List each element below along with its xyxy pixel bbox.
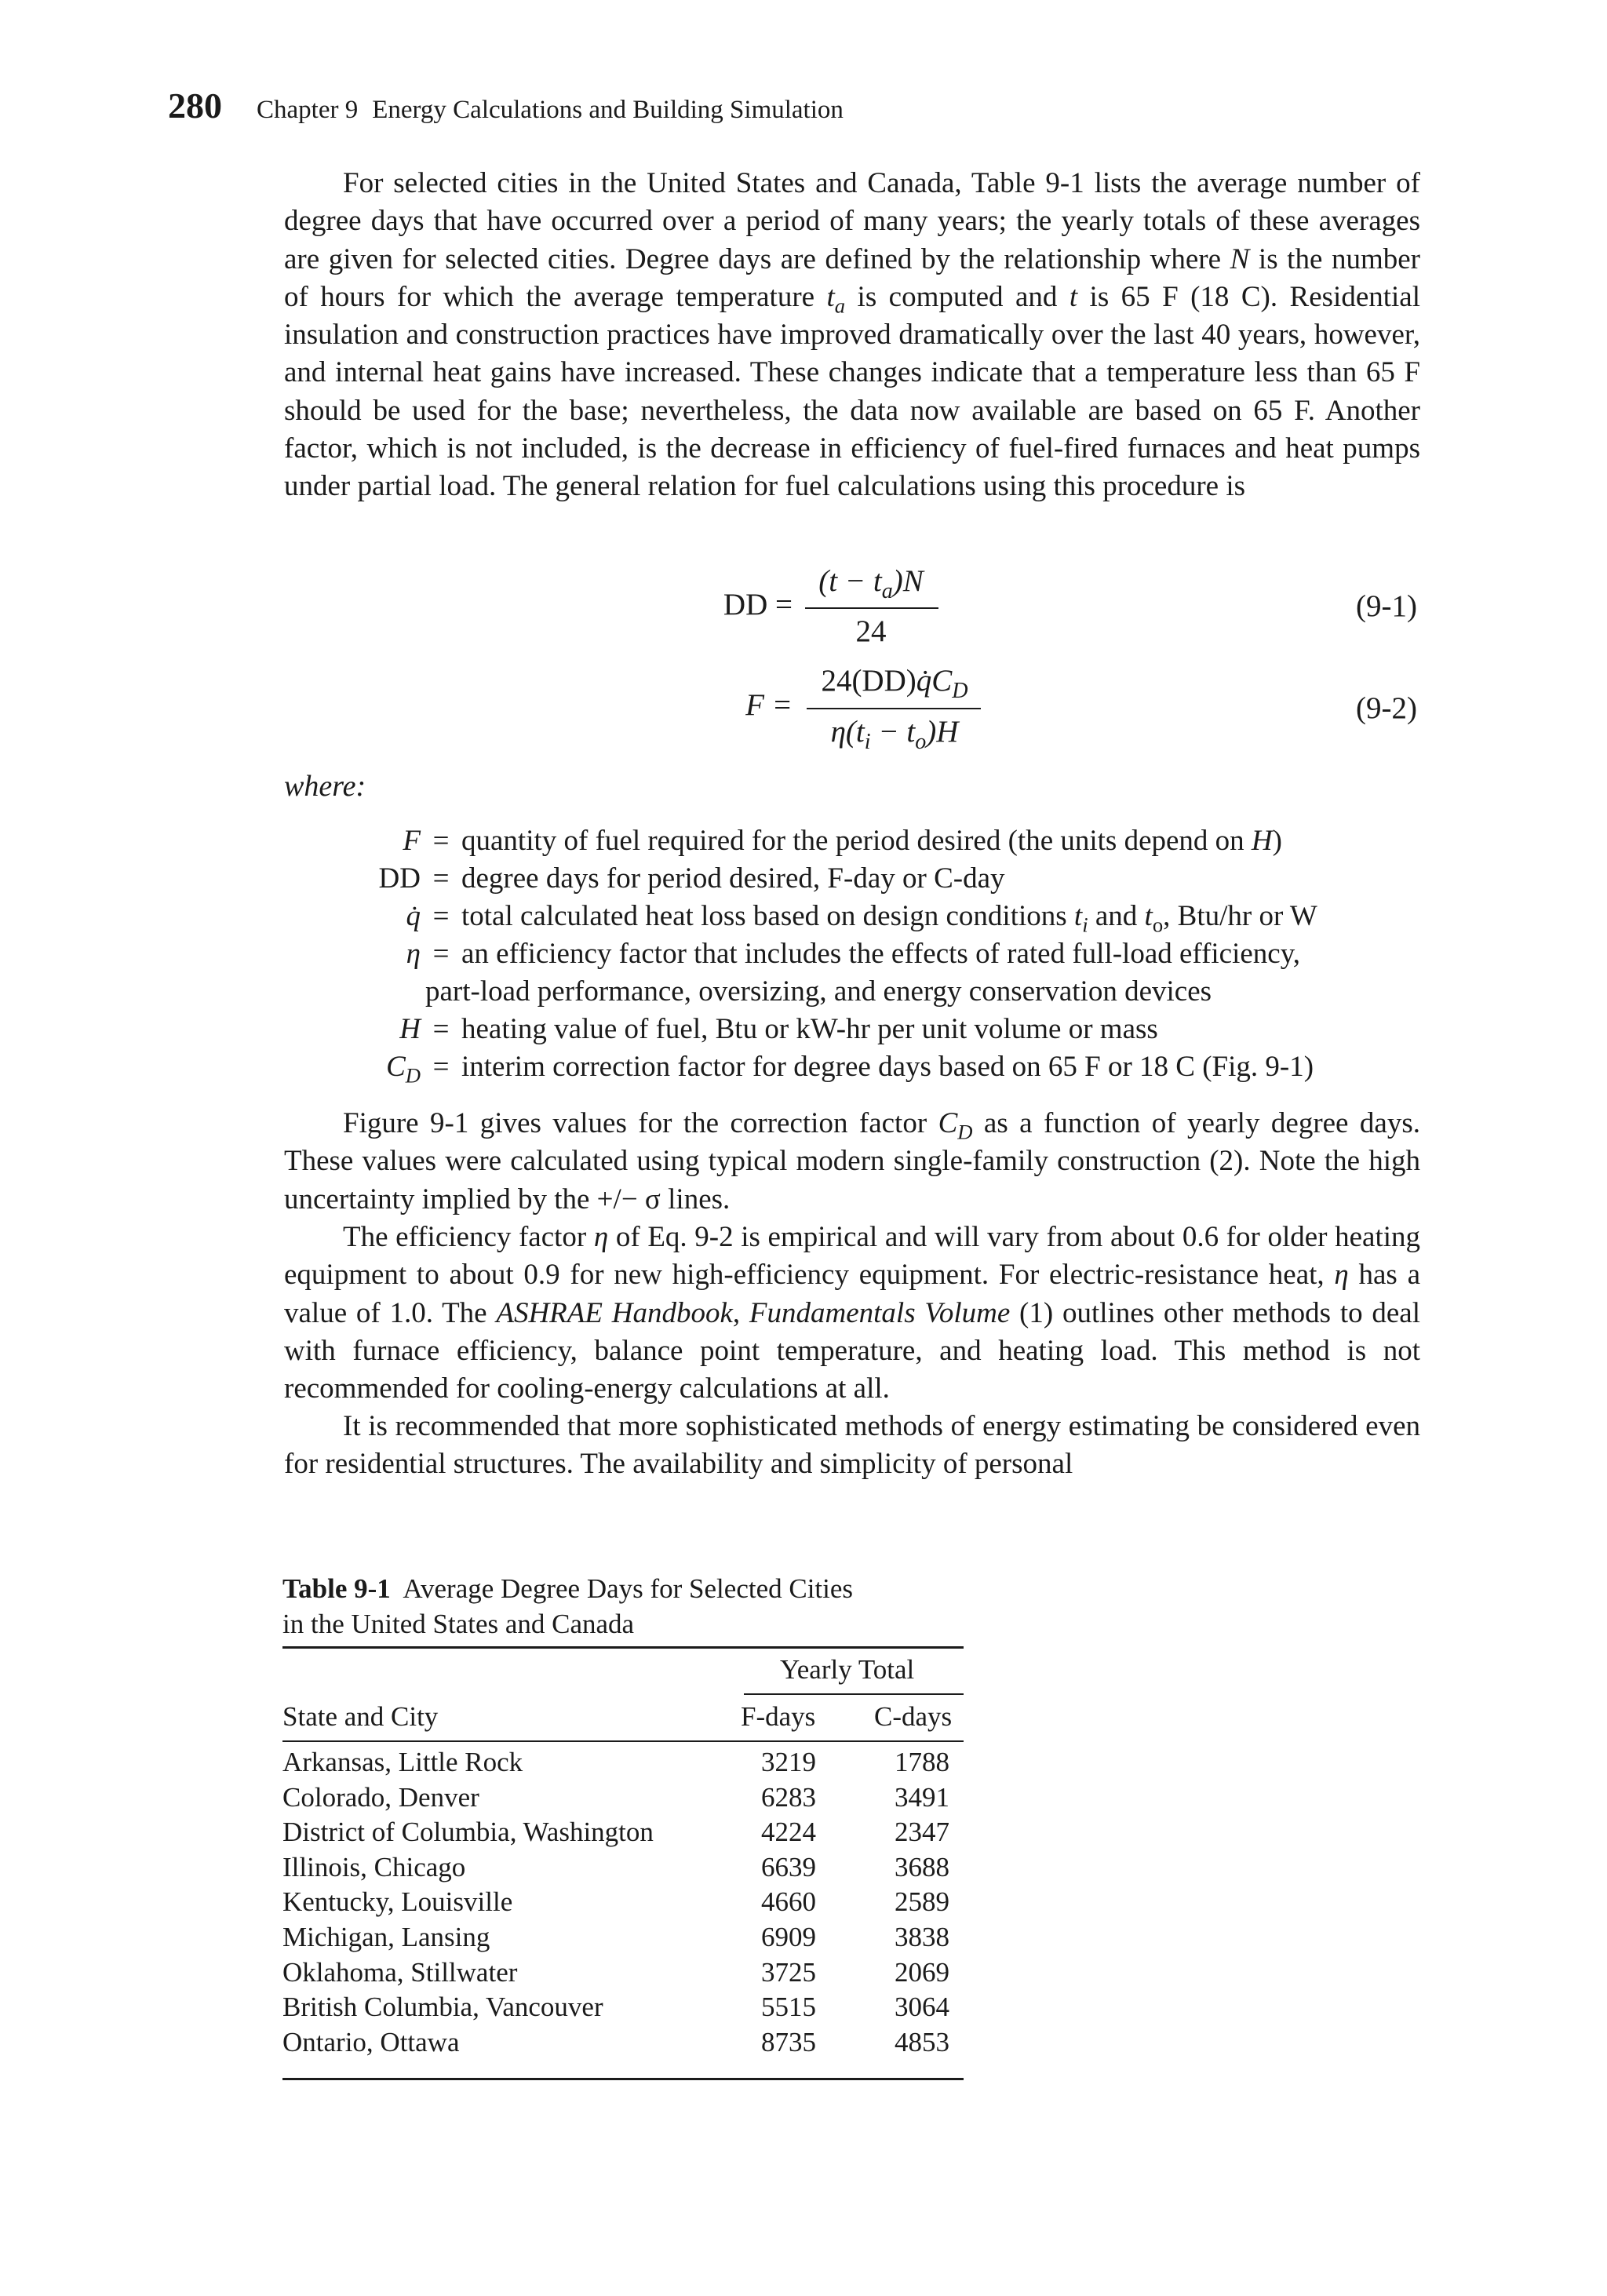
table-group-rule	[744, 1693, 964, 1695]
table-cell-city: Arkansas, Little Rock	[282, 1747, 523, 1777]
table-cell-c-days: 3491	[895, 1781, 949, 1813]
table-cell-c-days: 3688	[895, 1851, 949, 1882]
table-cell-city: District of Columbia, Washington	[282, 1817, 654, 1848]
chapter-title: Energy Calculations and Building Simulation	[372, 96, 844, 124]
table-cell-c-days: 2069	[895, 1956, 949, 1988]
table-header-rule	[282, 1740, 964, 1742]
table-cell-f-days: 6909	[761, 1922, 816, 1952]
table-cell-f-days: 6283	[761, 1781, 816, 1813]
running-head	[168, 85, 844, 126]
definition-DD: DD = degree days for period desired, F-day or C-day	[378, 862, 1005, 895]
table-cell-city: Ontario, Ottawa	[282, 2026, 460, 2057]
table-cell-f-days: 4224	[761, 1817, 816, 1848]
table-cell-c-days: 3838	[895, 1922, 949, 1952]
definition-eta: η = an efficiency factor that includes the effects of rated full-load efficiency,	[406, 938, 1301, 970]
table-cell-city: Kentucky, Louisville	[282, 1886, 513, 1918]
table-cell-f-days: 3725	[761, 1956, 816, 1988]
table-cell-f-days: 5515	[761, 1992, 816, 2023]
table-cell-f-days: 8735	[761, 2026, 816, 2057]
page-number: 280	[168, 86, 222, 126]
table-header-f-days: F-days	[741, 1701, 816, 1732]
equation-9-2-number: (9-2)	[1356, 691, 1417, 725]
equation-9-2-numerator: $24(DD)q̇C_D$	[821, 664, 968, 703]
fraction-bar	[807, 708, 981, 709]
table-cell-city: Michigan, Lansing	[282, 1922, 490, 1952]
table-cell-city: Oklahoma, Stillwater	[282, 1956, 518, 1988]
table-cell-c-days: 2347	[895, 1817, 949, 1848]
table-cell-f-days: 6639	[761, 1851, 816, 1882]
table-cell-city: Illinois, Chicago	[282, 1851, 466, 1882]
table-cell-c-days: 2589	[895, 1886, 949, 1918]
chapter-label: Chapter 9	[257, 96, 359, 124]
definition-H: H = heating value of fuel, Btu or kW-hr per unit volume or mass	[399, 1013, 1158, 1045]
table-cell-c-days: 1788	[895, 1747, 949, 1777]
where-label: where:	[284, 770, 366, 803]
table-header-c-days: C-days	[874, 1701, 953, 1732]
definition-q: q̇ = total calculated heat loss based on design conditions $t_i$ and $t_o$, Btu/hr or W	[406, 900, 1317, 937]
definition-eta-continued: part-load performance, oversizing, and energy conservation devices	[425, 975, 1212, 1008]
table-caption: Table 9-1 Average Degree Days for Selected Cities in the United States and Canada	[282, 1573, 854, 1639]
definition-F: F = quantity of fuel required for the period desired (the units depend on H)	[403, 825, 1282, 857]
equation-9-2-lhs: F =	[745, 688, 793, 722]
fraction-bar	[805, 607, 938, 609]
equation-9-1-numerator: $(t - t_a)N$	[818, 564, 924, 603]
table-group-header: Yearly Total	[780, 1654, 915, 1685]
paragraph-efficiency-factor: The efficiency factor η of Eq. 9-2 is empirical and will vary from about 0.6 for older heating equipment to about 0.9 for new high-efficiency equipment. For electric-resistance heat, η has a value of 1.0. The ASHRAE Handbook, Fundamentals Volume (1) outlines other methods to deal with furnace efficiency, balance point temperature, and heating load. This method is not recommended for cooling-energy calculations at all.	[284, 1221, 1420, 1405]
definition-CD: $C_D$ = interim correction factor for degree days based on 65 F or 18 C (Fig. 9-1)	[386, 1051, 1314, 1088]
table-cell-c-days: 3064	[895, 1992, 949, 2023]
table-cell-city: Colorado, Denver	[282, 1781, 479, 1813]
table-header-city: State and City	[282, 1701, 439, 1732]
table-bottom-rule	[282, 2078, 964, 2080]
equation-9-2-denominator: $\eta(t_i - t_o)H$	[830, 715, 959, 754]
paragraph-recommendation: It is recommended that more sophisticated methods of energy estimating be considered even for residential structures. The availability and simplicity of personal	[284, 1410, 1420, 1481]
equation-9-1-lhs: DD =	[723, 588, 793, 621]
table-cell-city: British Columbia, Vancouver	[282, 1992, 603, 2023]
paragraph-correction-factor: Figure 9-1 gives values for the correction factor $C_D$ as a function of yearly degree days. These values were calculated using typical modern single-family construction (2). Note the high uncertainty implied by the +/− σ lines.	[284, 1107, 1420, 1215]
equation-9-1-number: (9-1)	[1356, 589, 1417, 623]
equation-9-1-denominator: 24	[855, 614, 887, 648]
table-cell-f-days: 3219	[761, 1747, 816, 1777]
table-top-rule	[282, 1646, 964, 1649]
table-cell-c-days: 4853	[895, 2026, 949, 2057]
paragraph-degree-days-intro: For selected cities in the United States and Canada, Table 9-1 lists the average number of degree days that have occurred over a period of many years; the yearly totals of these averages are given for selected cities. Degree days are defined by the relationship where N is the number of hours for which the average temperature $t_a$ is computed and t is 65 F (18 C). Residential insulation and construction practices have improved dramatically over the last 40 years, however, and internal heat gains have increased. These changes indicate that a temperature less than 65 F should be used for the base; nevertheless, the data now available are based on 65 F. Another factor, which is not included, is the decrease in efficiency of fuel-fired furnaces and heat pumps under partial load. The general relation for fuel calculations using this procedure is	[284, 167, 1420, 503]
table-cell-f-days: 4660	[761, 1886, 816, 1918]
